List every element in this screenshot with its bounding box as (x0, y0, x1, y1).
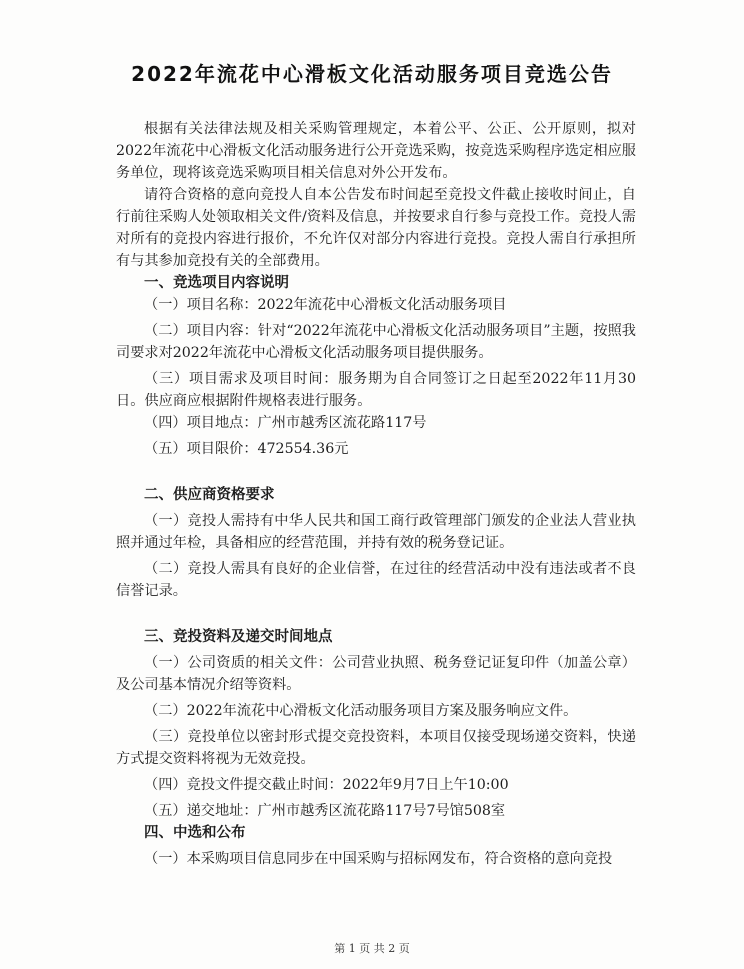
section3-item-1: （一）公司资质的相关文件：公司营业执照、税务登记证复印件（加盖公章）及公司基本情况介绍等资料。 (116, 655, 636, 693)
section3-item-4: （四）竞投文件提交截止时间：2022年9月7日上午10:00 (144, 777, 509, 793)
section2-item-2: （二）竞投人需具有良好的企业信誉，在过往的经营活动中没有违法或者不良信誉记录。 (116, 561, 636, 599)
section2-heading: 二、供应商资格要求 (144, 487, 275, 503)
section3-item-2: （二）2022年流花中心滑板文化活动服务项目方案及服务响应文件。 (144, 703, 578, 719)
section1-heading: 一、竞选项目内容说明 (144, 275, 289, 291)
section1-item-1: （一）项目名称：2022年流花中心滑板文化活动服务项目 (144, 297, 507, 313)
section4-heading: 四、中选和公布 (144, 825, 246, 841)
intro-paragraph-1: 根据有关法律法规及相关采购管理规定，本着公平、公正、公开原则，拟对2022年流花中心滑板文化活动服务进行公开竞选采购，按竞选采购程序选定相应服务单位，现将该竞选采购项目相关信息对外公开发布。 (116, 121, 636, 181)
section1-item-3: （三）项目需求及项目时间：服务期为自合同签订之日起至2022年11月30日。供应商应根据附件规格表进行服务。 (116, 371, 636, 409)
section1-item-2: （二）项目内容：针对“2022年流花中心滑板文化活动服务项目”主题，按照我司要求对2022年流花中心滑板文化活动服务项目提供服务。 (116, 323, 636, 361)
section1-item-5: （五）项目限价：472554.36元 (144, 441, 349, 457)
page-footer: 第 1 页 共 2 页 (334, 942, 410, 955)
section3-heading: 三、竞投资料及递交时间地点 (144, 629, 333, 645)
section2-item-1: （一）竞投人需持有中华人民共和国工商行政管理部门颁发的企业法人营业执照并通过年检，具备相应的经营范围，并持有效的税务登记证。 (116, 513, 636, 551)
section1-item-4: （四）项目地点：广州市越秀区流花路117号 (144, 415, 427, 431)
intro-paragraph-2: 请符合资格的意向竞投人自本公告发布时间起至竞投文件截止接收时间止，自行前往采购人处领取相关文件/资料及信息，并按要求自行参与竞投工作。竞投人需对所有的竞投内容进行报价，不允许仅对部分内容进行竞投。竞投人需自行承担所有与其参加竞投有关的全部费用。 (116, 187, 636, 269)
document-body (116, 118, 636, 870)
document-title: 2022年流花中心滑板文化活动服务项目竞选公告 (131, 62, 613, 86)
section3-item-3: （三）竞投单位以密封形式提交竞投资料，本项目仅接受现场递交资料，快递方式提交资料将视为无效竞投。 (116, 729, 636, 767)
section4-item-1: （一）本采购项目信息同步在中国采购与招标网发布，符合资格的意向竞投 (144, 851, 613, 867)
section3-item-5: （五）递交地址：广州市越秀区流花路117号7号馆508室 (144, 803, 506, 819)
